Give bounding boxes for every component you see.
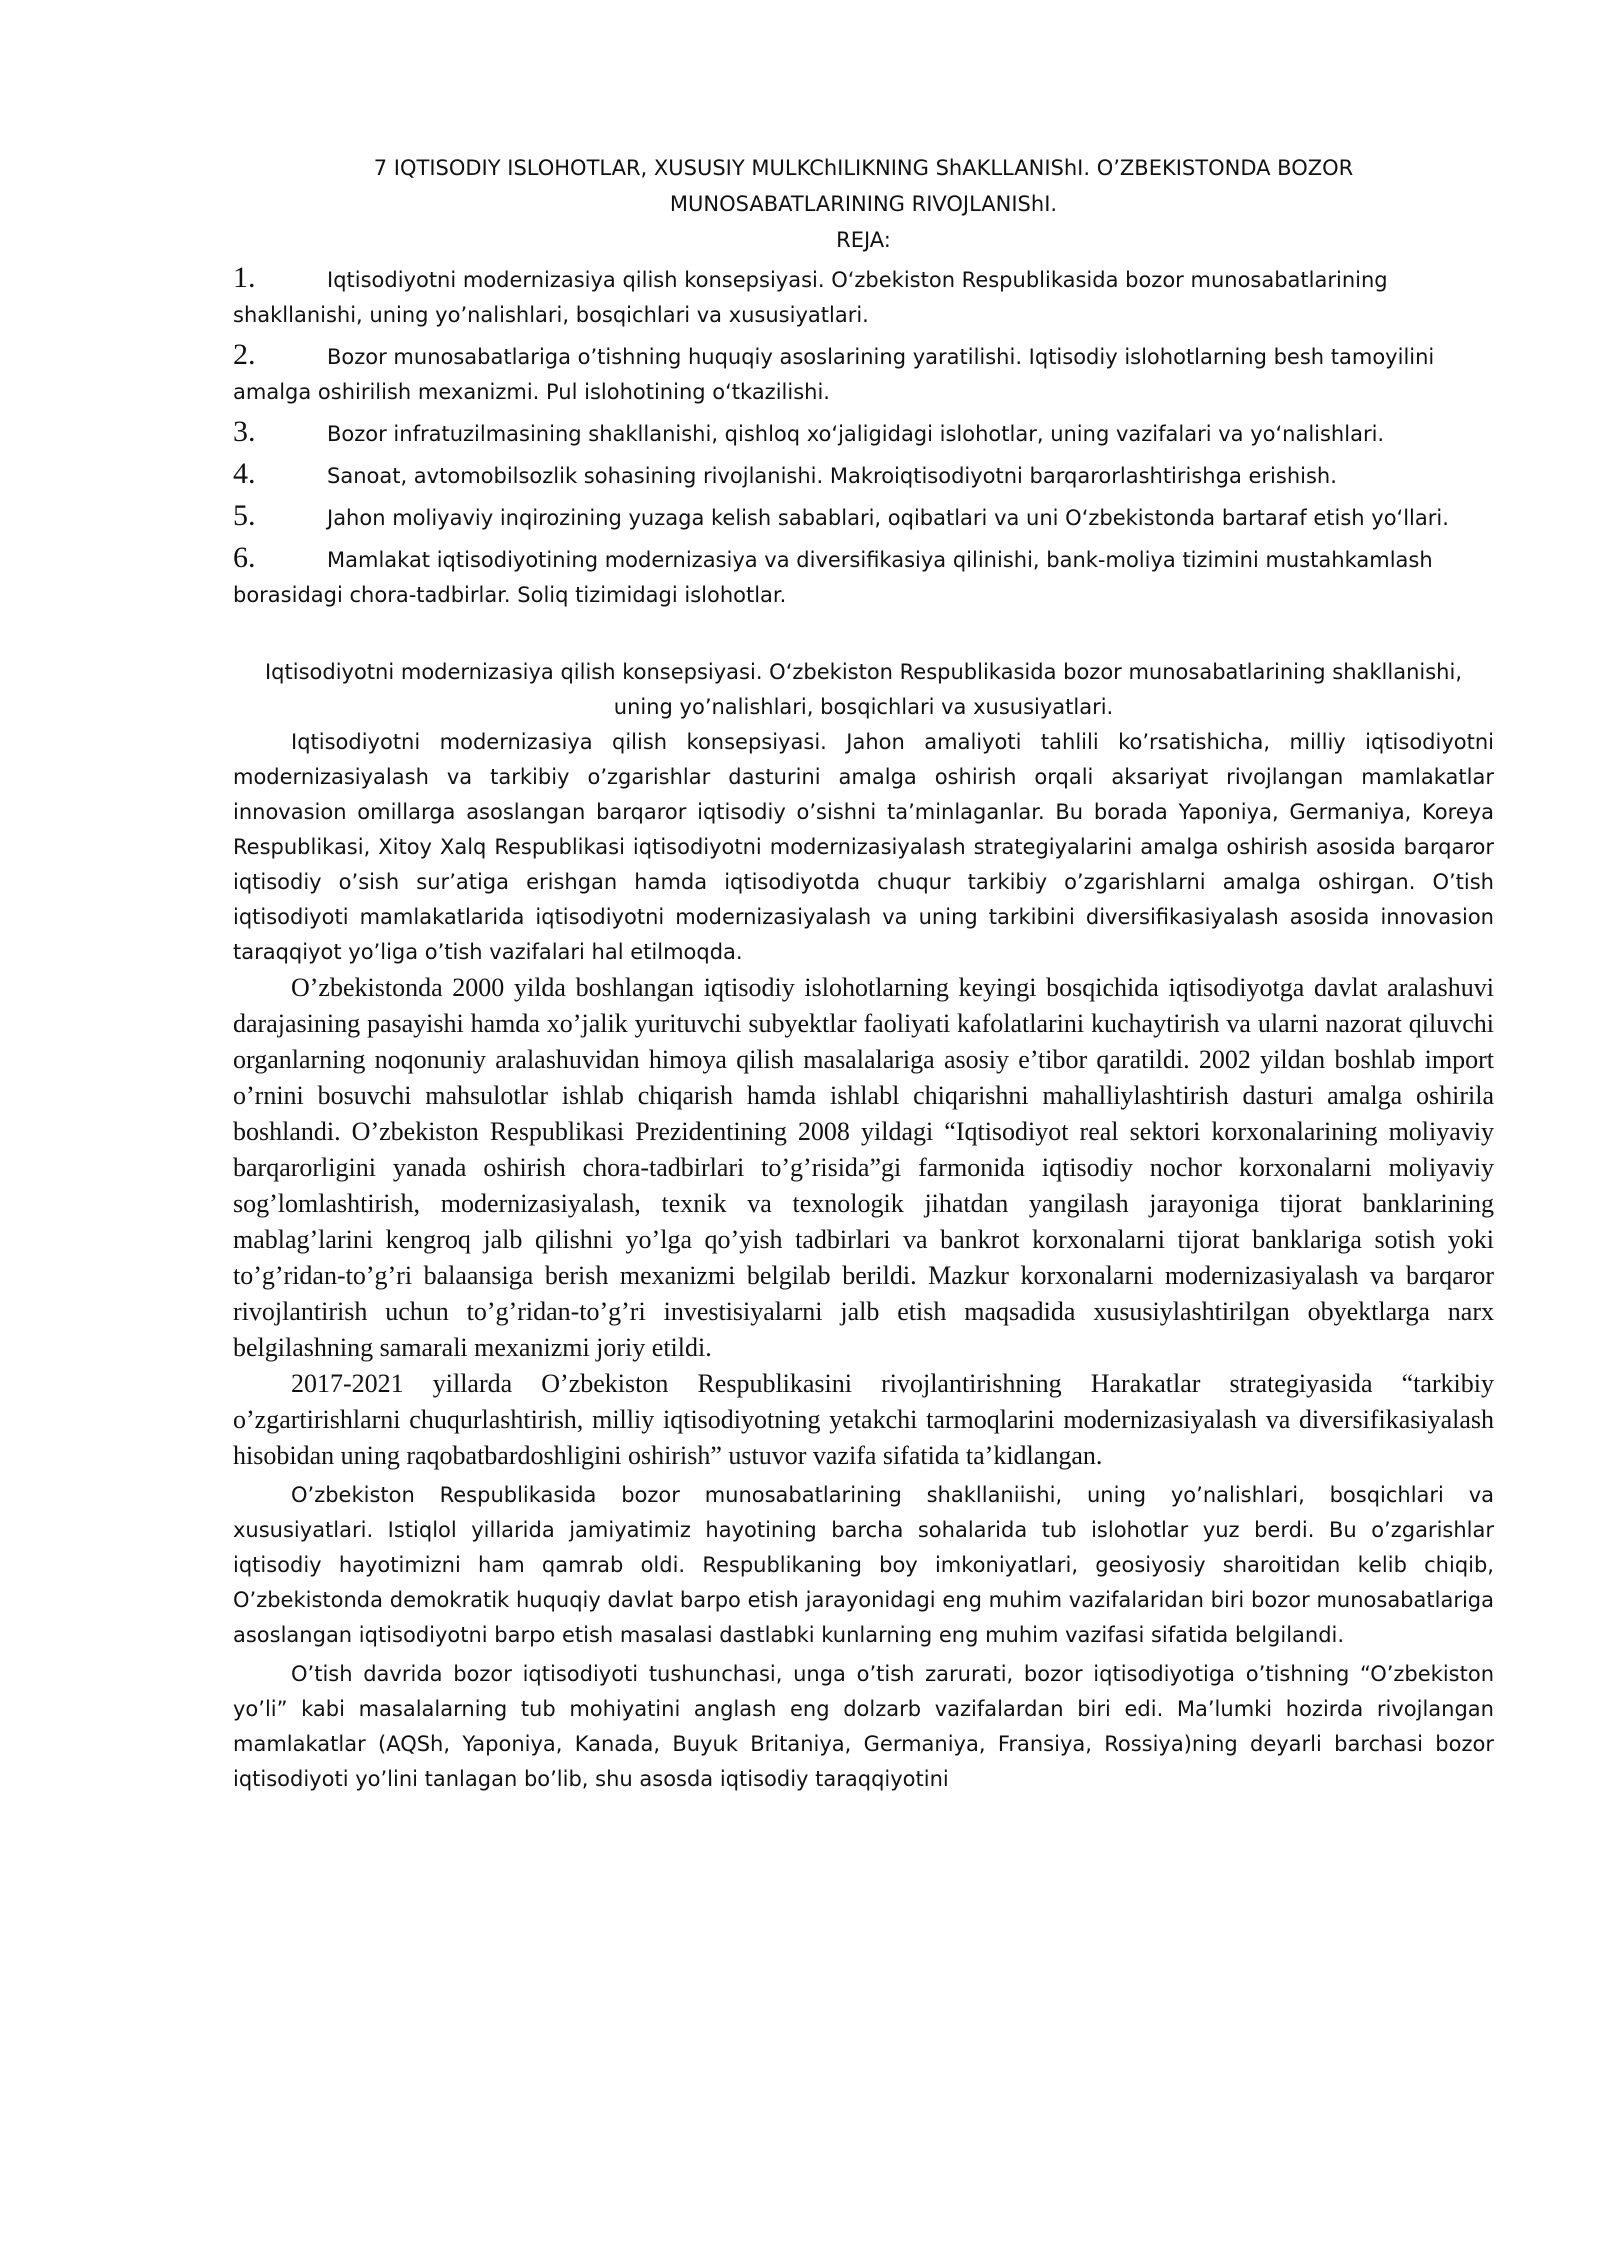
plan-item-text: Iqtisodiyotni modernizasiya qilish konsepsiyasi. O‘zbekiston Respublikasida bozor munosabatlarining shakllanishi, uning yo’nalishlari, bosqichlari va xususiyatlari. (233, 268, 1388, 327)
plan-item-number: 6. (233, 541, 256, 574)
plan-item-number: 1. (233, 261, 256, 294)
plan-item-number: 4. (233, 457, 256, 490)
plan-item (233, 414, 1494, 452)
document-title (233, 150, 1494, 258)
plan-item-text: Bozor munosabatlariga o’tishning huquqiy asoslarining yaratilishi. Iqtisodiy islohotlarning besh tamoyilini amalga oshirilish mexanizmi. Pul islohotining o‘tkazilishi. (233, 345, 1435, 404)
plan-item-number: 3. (233, 415, 256, 448)
paragraph-market-relations: O’zbekiston Respublikasida bozor munosabatlarining shakllaniishi, uning yo’nalishlari, bosqichlari va xususiyatlari. Istiqlol yillarida jamiyatimiz hayotining barcha sohalarida tub islohotlar yuz berdi. Bu o’zgarishlar iqtisodiy hayotimizni ham qamrab oldi. Respublikaning boy imkoniyatlari, geosiyosiy sharoitidan kelib chiqib, O’zbekistonda demokratik huquqiy davlat barpo etish jarayonidagi eng muhim vazifalaridan biri bozor munosabatlariga asoslangan iqtisodiyotni barpo etish masalasi dastlabki kunlarning eng muhim vazifasi sifatida belgilandi. (233, 1483, 1494, 1647)
section-heading: Iqtisodiyotni modernizasiya qilish konsepsiyasi. O‘zbekiston Respublikasida bozor munosabatlarining shakllanishi, uning yo’nalishlari, bosqichlari va xususiyatlari. (264, 660, 1462, 719)
plan-item-number: 2. (233, 338, 256, 371)
plan-list (233, 260, 1494, 613)
title-line-2: MUNOSABATLARINING RIVOJLANIShI. (669, 192, 1058, 216)
document-page (233, 150, 1494, 1797)
plan-item (233, 540, 1494, 613)
plan-item-number: 5. (233, 499, 256, 532)
paragraph-strategy-2017-2021: 2017-2021 yillarda O’zbekiston Respublikasini rivojlantirishning Harakatlar strategiyasida “tarkibiy o’zgartirishlarni chuqurlashtirish, milliy iqtisodiyotning yetakchi tarmoqlarini modernizasiyalash va diversifikasiyalash hisobidan uning raqobatbardoshligini oshirish” ustuvor vazifa sifatida ta’kidlangan. (233, 1369, 1494, 1470)
title-line-1: 7 IQTISODIY ISLOHOTLAR, XUSUSIY MULKChILIKNING ShAKLLANIShI. O’ZBEKISTONDA BOZOR (373, 156, 1354, 180)
plan-label: REJA: (836, 228, 891, 252)
paragraph-reforms-2000: O’zbekistonda 2000 yilda boshlangan iqtisodiy islohotlarning keyingi bosqichida iqtisodiyotga davlat aralashuvi darajasining pasayishi hamda xo’jalik yurituvchi subyektlar faoliyati kafolatlarini kuchaytirish va ularni nazorat qiluvchi organlarning noqonuniy aralashuvidan himoya qilish masalalariga asosiy e’tibor qaratildi. 2002 yildan boshlab import o’rnini bosuvchi mahsulotlar ishlab chiqarish hamda ishlabl chiqarishni mahalliylashtirish dasturi amalga oshirila boshlandi. O’zbekiston Respublikasi Prezidentining 2008 yildagi “Iqtisodiyot real sektori korxonalarining moliyaviy barqarorligini yanada oshirish chora-tadbirlari to’g’risida”gi farmonida iqtisodiy nochor korxonalarni moliyaviy sog’lomlashtirish, modernizasiyalash, texnik va texnologik jihatdan yangilash jarayoniga tijorat banklarining mablag’larini kengroq jalb qilishni yo’lga qo’yish tadbirlari va bankrot korxonalarni tijorat banklariga sotish yoki to’g’ridan-to’g’ri balaansiga berish mexanizmi belgilab berildi. Mazkur korxonalarni modernizasiyalash va barqaror rivojlantirish uchun to’g’ridan-to’g’ri investisiyalarni jalb etish maqsadida xususiylashtirilgan obyektlarga narx belgilashning samarali mexanizmi joriy etildi. (233, 973, 1494, 1362)
plan-item-text: Sanoat, avtomobilsozlik sohasining rivojlanishi. Makroiqtisodiyotni barqarorlashtirishga erishish. (327, 464, 1337, 488)
plan-item-text: Jahon moliyaviy inqirozining yuzaga kelish sabablari, oqibatlari va uni O‘zbekistonda bartaraf etish yo‘llari. (327, 506, 1449, 530)
paragraph-modernization-concept: Iqtisodiyotni modernizasiya qilish konsepsiyasi. Jahon amaliyoti tahlili ko’rsatishicha, milliy iqtisodiyotni modernizasiyalash va tarkibiy o’zgarishlar dasturini amalga oshirish orqali aksariyat rivojlangan mamlakatlar innovasion omillarga asoslangan barqaror iqtisodiy o’sishni ta’minlaganlar. Bu borada Yaponiya, Germaniya, Koreya Respublikasi, Xitoy Xalq Respublikasi iqtisodiyotni modernizasiyalash strategiyalarini amalga oshirish asosida barqaror iqtisodiy o’sish sur’atiga erishgan hamda iqtisodiyotda chuqur tarkibiy o’zgarishlarni amalga oshirgan. O’tish iqtisodiyoti mamlakatlarida iqtisodiyotni modernizasiyalash va uning tarkibini diversifikasiyalash asosida innovasion taraqqiyot yo’liga o’tish vazifalari hal etilmoqda. (233, 730, 1494, 964)
plan-item (233, 337, 1494, 410)
paragraph-transition-period: O’tish davrida bozor iqtisodiyoti tushunchasi, unga o’tish zarurati, bozor iqtisodiyotiga o’tishning “O’zbekiston yo’li” kabi masalalarning tub mohiyatini anglash eng dolzarb vazifalardan biri edi. Ma’lumki hozirda rivojlangan mamlakatlar (AQSh, Yaponiya, Kanada, Buyuk Britaniya, Germaniya, Fransiya, Rossiya)ning deyarli barchasi bozor iqtisodiyoti yo’lini tanlagan bo’lib, shu asosda iqtisodiy taraqqiyotini (233, 1662, 1494, 1791)
plan-item-text: Bozor infratuzilmasining shakllanishi, qishloq xo‘jaligidagi islohotlar, uning vazifalari va yo‘nalishlari. (327, 422, 1385, 446)
plan-item (233, 260, 1494, 333)
plan-item (233, 498, 1494, 536)
plan-item-text: Mamlakat iqtisodiyotining modernizasiya va diversifikasiya qilinishi, bank-moliya tizimini mustahkamlash borasidagi chora-tadbirlar. Soliq tizimidagi islohotlar. (233, 548, 1433, 607)
plan-item (233, 456, 1494, 494)
